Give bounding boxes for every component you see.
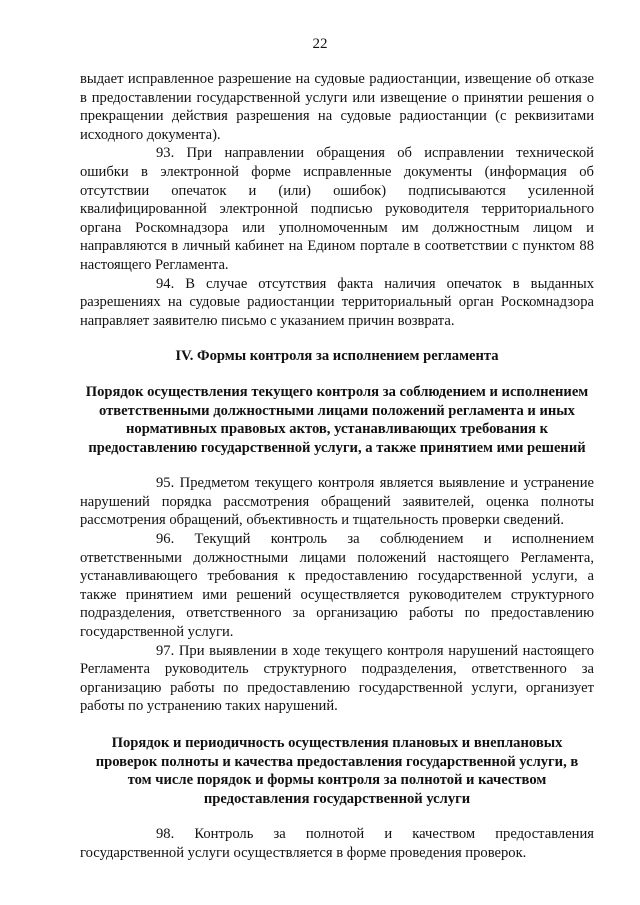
subsection-current-control-title: Порядок осуществления текущего контроля за соблюдением и исполнением ответственными должностными лицами положений регламента и иных нормативных правовых актов, устанавливающих требования к предоставлению государственной услуги, а также принятием ими решений: [85, 383, 589, 456]
paragraph-96: 96. Текущий контроль за соблюдением и исполнением ответственными должностными лицами положений настоящего Регламента, устанавливающего требования к предоставлению государственной услуги, а также принятием ими решений осуществляется руководителем структурного подразделения, ответственного за организацию работы по предоставлению государственной услуги.: [80, 531, 594, 641]
page-number: 22: [312, 36, 328, 52]
paragraph-98: 98. Контроль за полнотой и качеством предоставления государственной услуги осуществляется в форме проведения проверок.: [80, 826, 594, 861]
document-body: [80, 70, 594, 863]
paragraph-97: 97. При выявлении в ходе текущего контроля нарушений настоящего Регламента руководитель структурного подразделения, ответственного за организацию работы по предоставлению государственной услуги, организует работы по устранению таких нарушений.: [80, 642, 594, 715]
paragraph-93: 93. При направлении обращения об исправлении технической ошибки в электронной форме исправленные документы (информация об отсутствии опечаток и (или) ошибок) подписываются усиленной квалифицированной электронной подписью руководителя территориального органа Роскомнадзора или уполномоченным им должностным лицом и направляются в личный кабинет на Едином портале в соответствии с пунктом 88 настоящего Регламента.: [80, 145, 594, 273]
paragraph-94: 94. В случае отсутствия факта наличия опечаток в выданных разрешениях на судовые радиостанции территориальный орган Роскомнадзора направляет заявителю письмо с указанием причин возврата.: [80, 275, 594, 329]
section-iv-title: IV. Формы контроля за исполнением регламента: [175, 348, 499, 365]
paragraph-95: 95. Предметом текущего контроля является выявление и устранение нарушений порядка рассмотрения обращений заявителей, оценка полноты рассмотрения обращений, объективность и тщательность проверки сведений.: [80, 475, 594, 529]
paragraph-intro: выдает исправленное разрешение на судовые радиостанции, извещение об отказе в предоставлении государственной услуги или извещение о принятии решения о прекращении действия разрешения на судовые радиостанции (с реквизитами исходного документа).: [80, 71, 594, 143]
subsection-inspections-title: Порядок и периодичность осуществления плановых и внеплановых проверок полноты и качества предоставления государственной услуги, в том числе порядок и формы контроля за полнотой и качеством предоставления государственной услуги: [95, 735, 579, 807]
